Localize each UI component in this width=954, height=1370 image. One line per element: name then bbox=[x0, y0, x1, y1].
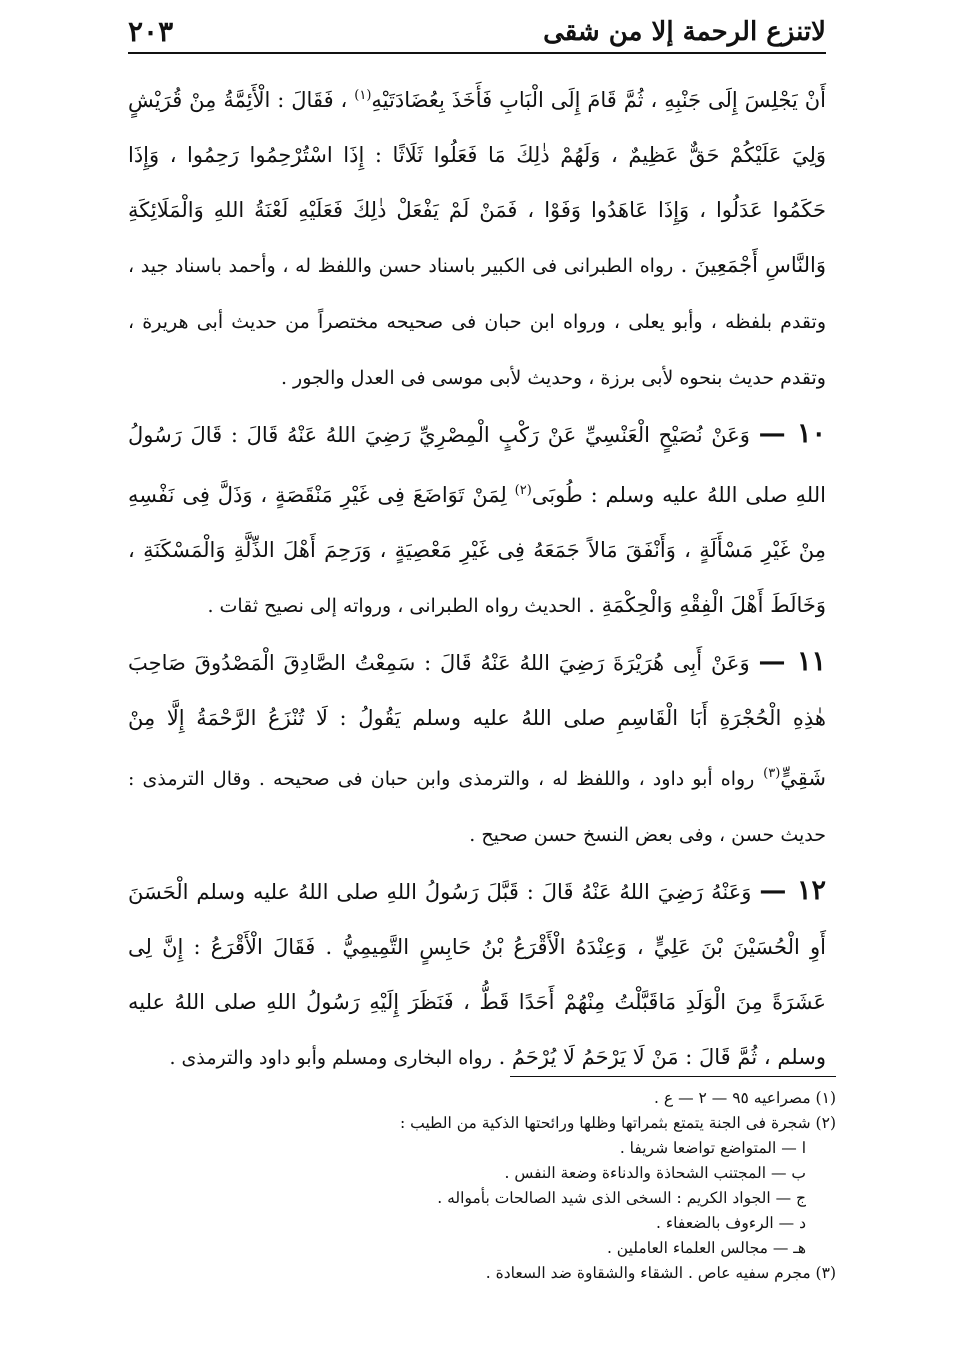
hadith-9-text: أَنْ يَجْلِسَ إِلَى جَنْبِهِ ، ثُمَّ قَامَ إِلَى الْبَابِ فَأَخَذَ بِعُضَادَتَيْهِ bbox=[371, 88, 826, 112]
footnote-2-item-a: ا — المتواضع تواضعا شريفا . bbox=[619, 1139, 806, 1157]
hadith-number-12: ١٢ — bbox=[759, 875, 826, 906]
footnote-ref-2: (٢) bbox=[514, 483, 532, 498]
page-number: ٢٠٣ bbox=[128, 15, 174, 48]
footnotes bbox=[300, 1086, 836, 1286]
paragraph-hadith-12 bbox=[128, 863, 826, 1086]
hadith-12-narration: رواه البخارى ومسلم وأبو داود والترمذى . bbox=[169, 1047, 492, 1069]
footnote-2-item-e: هـ — مجالس العلماء العاملين . bbox=[606, 1239, 806, 1257]
paragraph-hadith-9-end bbox=[128, 68, 826, 406]
hadith-9-narration: رواه الطبرانى فى الكبير باسناد حسن واللفظ له ، وأحمد باسناد جيد ، وتقدم بلفظه ، وأبو يعلى ، ورواه ابن حبان فى صحيحه مختصراً من حديث أبى هريرة ، وتقدم حديث بنحوه لأبى برزة ، وحديث لأبى موسى فى العدل والجور . bbox=[128, 255, 826, 389]
running-title: لاتنزع الرحمة إلا من شقى bbox=[543, 17, 826, 47]
paragraph-hadith-10 bbox=[128, 406, 826, 634]
hadith-12-text: وَعَنْهُ رَضِيَ اللهُ عَنْهُ قَالَ : قَبَّلَ رَسُولُ اللهِ صلى اللهُ عليه وسلم الْحَسَنَ أَوِ الْحُسَيْنَ بْنَ عَلِيٍّ ، وَعِنْدَهُ الْأَقْرَعُ بْنُ حَابِسٍ التَّمِيمِيُّ . فَقَالَ الْأَقْرَعُ : إِنَّ لِى عَشَرَةً مِنَ الْوَلَدِ مَاقَبَّلْتُ مِنْهُمْ أَحَدًا قَطُّ ، فَنَظَرَ إِلَيْهِ رَسُولُ اللهِ صلى اللهُ عليه وسلم ، ثُمَّ قَالَ : مَنْ لَا يَرْحَمُ لَا يُرْحَمُ . bbox=[128, 880, 826, 1069]
hadith-10-narration: الحديث رواه الطبرانى ، ورواته إلى نصيح ثقات . bbox=[207, 595, 582, 617]
main-text bbox=[128, 68, 826, 1086]
paragraph-hadith-11 bbox=[128, 634, 826, 863]
hadith-10-text: وَعَنْ نُصَيْحٍ الْعَنْسِيِّ عَنْ رَكْبٍ الْمِصْرِيِّ رَضِيَ اللهُ عَنْهُ قَالَ : قَالَ رَسُولُ اللهِ صلى اللهُ عليه وسلم : طُوبَى bbox=[128, 423, 826, 507]
footnote-2-item-b: ب — المجتنب الشحاذة والدناءة وضعة النفس . bbox=[504, 1164, 806, 1182]
hadith-number-10: ١٠ — bbox=[758, 418, 826, 449]
hadith-9-text-cont: ، فَقَالَ : الْأَئِمَّةُ مِنْ قُرَيْشٍ وَلِيَ عَلَيْكُمْ حَقٌّ عَظِيمٌ ، وَلَهُمْ ذٰلِكَ مَا فَعَلُوا ثَلَاثًا : إِذَا اسْتُرْحِمُوا رَحِمُوا ، وَإِذَا حَكَمُوا عَدَلُوا ، وَإِذَا عَاهَدُوا وَفَوْا ، فَمَنْ لَمْ يَفْعَلْ ذٰلِكَ فَعَلَيْهِ لَعْنَةُ اللهِ وَالْمَلَائِكَةِ وَالنَّاسِ أَجْمَعِينَ . bbox=[128, 88, 826, 277]
hadith-10-text-cont: لِمَنْ تَوَاضَعَ فِى غَيْرِ مَنْقَصَةٍ ، وَذَلَّ فِى نَفْسِهِ مِنْ غَيْرِ مَسْأَلَةٍ ، وَأَنْفَقَ مَالاً جَمَعَهُ فِى غَيْرِ مَعْصِيَةٍ ، وَرَحِمَ أَهْلَ الذِّلَّةِ وَالْمَسْكَنَةِ ، وَخَالَطَ أَهْلَ الْفِقْهِ وَالْحِكْمَةِ . bbox=[128, 483, 826, 617]
footnote-2-item-c: ج — الجواد الكريم : السخى الذى شيد الصالحات بأمواله . bbox=[437, 1189, 806, 1207]
footnote-1: (١) مصراعيه ٩٥ — ٢ — ع . bbox=[654, 1089, 836, 1107]
hadith-11-text: وَعَنْ أَبِى هُرَيْرَةَ رَضِيَ اللهُ عَنْهُ قَالَ : سَمِعْتُ الصَّادِقَ الْمَصْدُوقَ صَاحِبَ هٰذِهِ الْحُجْرَةِ أَبَا الْقَاسِمِ صلى اللهُ عليه وسلم يَقُولُ : لَا تُنْزَعُ الرَّحْمَةُ إِلَّا مِنْ شَقِيٍّ bbox=[128, 651, 826, 790]
page-header bbox=[128, 8, 826, 50]
footnote-rule bbox=[510, 1076, 836, 1077]
footnote-2: (٢) شجرة فى الجنة يتمتع بثمراتها وظلها ورائحتها الذكية من الطيب : bbox=[400, 1114, 836, 1132]
footnote-ref-1: (١) bbox=[354, 88, 372, 103]
hadith-11-narration: رواه أبو داود ، واللفظ له ، والترمذى وابن حبان فى صحيحه . وقال الترمذى : حديث حسن ، وفى بعض النسخ حسن صحيح . bbox=[128, 768, 826, 846]
footnote-2-item-d: د — الرءوف بالضعفاء . bbox=[656, 1214, 806, 1232]
footnote-3: (٣) مجرم سفيه عاص . الشقاء والشقاوة ضد السعادة . bbox=[485, 1264, 836, 1282]
hadith-number-11: ١١ — bbox=[758, 646, 826, 677]
footnote-ref-3: (٣) bbox=[763, 766, 781, 781]
header-rule bbox=[128, 52, 826, 54]
